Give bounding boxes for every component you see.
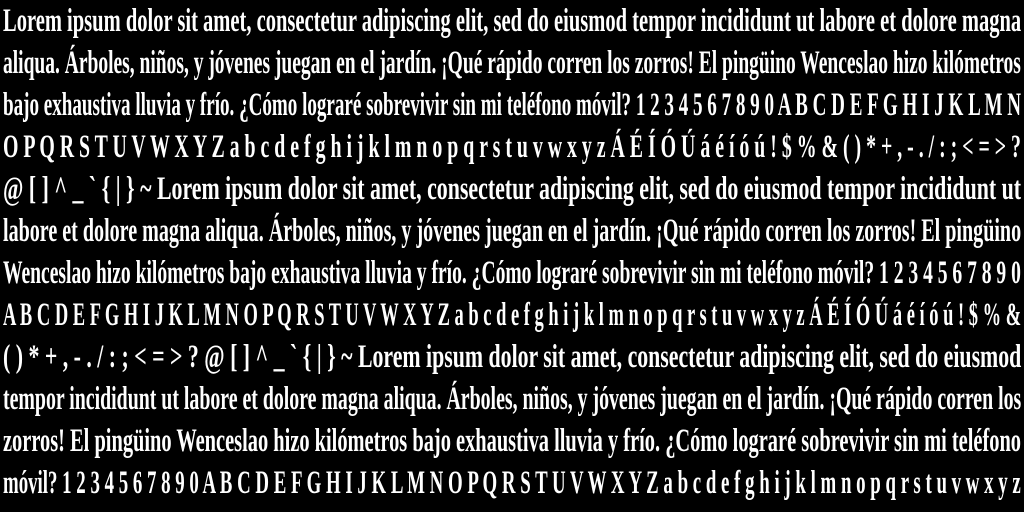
- specimen-line-5: @ [ ] ^ _ ` { | } ~ Lorem ipsum dolor sit amet, consectetur adipiscing elit, sed do eiusmod tempor incididunt ut: [3, 171, 1022, 207]
- specimen-line-6: labore et dolore magna aliqua. Árboles, niños, y jóvenes juegan en el jardín. ¡Qué rápido corren los zorros! El pingüino: [3, 213, 1022, 249]
- specimen-line-4: O P Q R S T U V W X Y Z a b c d e f g h i j k l m n o p q r s t u v w x y z Á É Í Ó Ú á é í ó ú ! $ % & ( ) * + , - . / : ; < = > ?: [3, 129, 1021, 165]
- specimen-line-11: zorros! El pingüino Wenceslao hizo kilómetros bajo exhaustiva lluvia y frío. ¿Cómo lograré sobrevivir sin mi teléfono: [3, 423, 1022, 459]
- specimen-line-1: Lorem ipsum dolor sit amet, consectetur adipiscing elit, sed do eiusmod tempor incididunt ut labore et dolore magna: [3, 3, 1022, 39]
- specimen-line-12: móvil? 1 2 3 4 5 6 7 8 9 0 A B C D E F G H I J K L M N O P Q R S T U V W X Y Z a b c d e f g h i j k l m n o p q r s t u v w x y z: [3, 465, 1021, 501]
- specimen-line-7: Wenceslao hizo kilómetros bajo exhaustiva lluvia y frío. ¿Cómo lograré sobrevivir sin mi teléfono móvil? 1 2 3 4 5 6 7 8 9 0: [3, 255, 1021, 291]
- specimen-line-3: bajo exhaustiva lluvia y frío. ¿Cómo lograré sobrevivir sin mi teléfono móvil? 1 2 3 4 5 6 7 8 9 0 A B C D E F G H I J K L M N: [3, 87, 1022, 123]
- specimen-line-9: ( ) * + , - . / : ; < = > ? @ [ ] ^ _ ` { | } ~ Lorem ipsum dolor sit amet, consectetur adipiscing elit, sed do eiusmod: [3, 339, 1022, 375]
- specimen-line-2: aliqua. Árboles, niños, y jóvenes juegan en el jardín. ¡Qué rápido corren los zorros! El pingüino Wenceslao hizo kilómetros: [3, 45, 1021, 81]
- specimen-line-10: tempor incididunt ut labore et dolore magna aliqua. Árboles, niños, y jóvenes juegan en el jardín. ¡Qué rápido corren los: [3, 381, 1022, 417]
- specimen-line-8: A B C D E F G H I J K L M N O P Q R S T U V W X Y Z a b c d e f g h i j k l m n o p q r s t u v w x y z Á É Í Ó Ú á é í ó ú ! $ % &: [3, 297, 1022, 333]
